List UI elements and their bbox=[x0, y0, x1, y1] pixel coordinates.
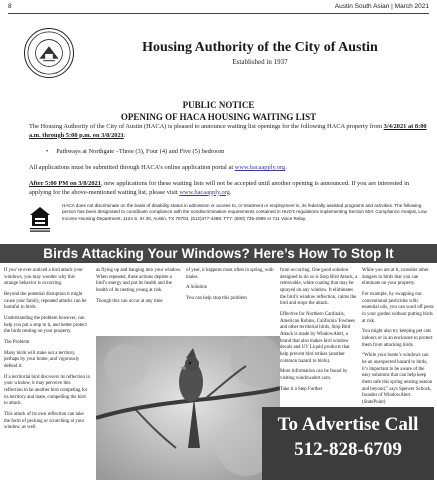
article-paragraph: Understanding the problem however, can help you put a stop to it, and better protect the birds nesting on your property. bbox=[4, 316, 87, 335]
article-subhead: The Problem bbox=[4, 340, 30, 346]
article-paragraph: You might also try keeping pet cats indoors or in an enclosure to protect them from attacking birds. bbox=[362, 329, 433, 348]
article-paragraph: This attack of its own reflection can take the form of pecking or scratching at your window, as well bbox=[4, 412, 85, 431]
notice-heading: PUBLIC NOTICE bbox=[182, 100, 255, 110]
intro-paragraph bbox=[29, 123, 429, 140]
after-paragraph bbox=[29, 180, 429, 197]
equal-housing-opportunity-icon bbox=[29, 206, 51, 234]
intro-end: : bbox=[123, 131, 126, 139]
after-deadline: After 5:00 PM on 3/8/2021 bbox=[29, 180, 101, 187]
article-column-5 bbox=[362, 268, 434, 411]
article-paragraph: More information can be found by visiting windowalert.com. bbox=[280, 369, 348, 382]
after-text: , new applications for these waiting lists will not be accepted until another opening is announced. If you are interested in applying for the above-mentioned waiting list, please visit bbox=[29, 180, 410, 196]
intro-dates: 3/4/2021 at 8:00 a.m. through 5:00 p.m. on 3/8/2021 bbox=[29, 123, 427, 139]
article-subhead: Take it a Step Further bbox=[280, 386, 323, 392]
online-paragraph bbox=[29, 164, 429, 173]
article-subhead: A Solution bbox=[186, 285, 208, 291]
article-paragraph: For example, by swapping out conventional pesticides with essential oils, you can ward off pests in your garden without putting birds at risk. bbox=[362, 292, 434, 324]
article-paragraph: from occurring. One good solution designed to do so is Stop Bird Attack, a removable, white coating that may be sprayed on any window. It eliminates the bird’s window reflection, calms the bird and stops the attack. bbox=[280, 268, 358, 307]
article-column-1 bbox=[4, 268, 90, 436]
article-column-2 bbox=[96, 268, 182, 309]
advertise-label: To Advertise Call bbox=[277, 414, 419, 435]
article-paragraph: “While your home’s windows can be an unexpected hazard to birds, it’s important to be aware of the easy solutions that can help keep them safe this spring nesting season and beyond,” says Spencer Schock, founder of WindowAlert. (StatePoint) bbox=[362, 353, 433, 406]
article-paragraph: If a territorial bird discovers its reflection in your window, it may perceive this reflection to be another bird competing for its territory and mate, compelling the bird to attack. bbox=[4, 374, 90, 407]
cardinal-bird-photo bbox=[96, 336, 280, 480]
apply-link-2[interactable]: www.hacaapply.org bbox=[179, 188, 230, 196]
article-paragraph: as flying up and banging into your window. When repeated, these actions deplete a bird’s energy and put its health and the health of its nesting young at risk. bbox=[96, 268, 182, 294]
article-paragraph: While you are at it, consider other dangers to birds that you can eliminate on your property. bbox=[362, 268, 429, 287]
established-line: Established in 1937 bbox=[232, 58, 288, 66]
intro-text: The Housing Authority of the City of Austin (HACA) is pleased to announce waiting list openings for the following HACA property from bbox=[29, 123, 383, 130]
notice-subheading: OPENING OF HACA HOUSING WAITING LIST bbox=[120, 112, 317, 122]
page-header bbox=[8, 3, 429, 14]
after-end: . bbox=[229, 188, 232, 196]
article-column-3 bbox=[186, 268, 276, 307]
article-headline: Birds Attacking Your Windows? Here’s How To Stop It bbox=[0, 244, 437, 263]
advertise-phone[interactable]: 512-828-6709 bbox=[294, 438, 402, 460]
nondiscrimination-statement: HACA does not discriminate on the basis of disability status in admission or access to, or treatment or employment in, its federally assisted programs and activities. The following person has been designated to coordinate compliance with the nondiscrimination requirements contained in HUD's regulations implementing Section 504: Compliance Analyst, Low Income Housing Department, 1124 S. IH 35, Austin, TX 78704, (512)477-4488: TTY: (800) 735-2989 or 711 Voice Relay. bbox=[62, 203, 427, 221]
city-seal-icon bbox=[24, 28, 74, 78]
article-paragraph: Though this can occur at any time bbox=[96, 298, 163, 304]
article-paragraph: If you’ve ever noticed a bird attack your windows, you may wonder why this strange behavior is occurring. bbox=[4, 268, 83, 287]
bullet-item: • Pathways at Northgate –Three (3), Four (4) and Five (5) bedroom bbox=[46, 148, 224, 155]
org-title: Housing Authority of the City of Austin bbox=[142, 40, 378, 55]
article-paragraph: Effective for Northern Cardinals, American Robins, California Towhees and other territorial birds, Stop Bird Attack is made by WindowAlert, a brand that also makes bird window decals and UV Liquid products that help prevent bird strikes (another common hazard to birds). bbox=[280, 312, 356, 364]
article-paragraph: of year, it happens most often in spring, with males. bbox=[186, 268, 274, 280]
article-column-4 bbox=[280, 268, 358, 397]
issue-label: Austin South Asian | March 2021 bbox=[334, 3, 429, 10]
article-paragraph: Many birds will stake out a territory, perhaps by your home, and vigorously defend it. bbox=[4, 350, 80, 370]
online-end: . bbox=[285, 164, 287, 171]
apply-link[interactable]: www.hacaapply.org bbox=[234, 164, 286, 171]
page-number: 8 bbox=[8, 3, 12, 10]
advertise-box bbox=[262, 407, 434, 480]
article-paragraph: You can help stop this problem bbox=[186, 296, 247, 302]
online-text: All applications must be submitted through HACA’s online application portal at bbox=[29, 164, 234, 171]
article-paragraph: Beyond the potential disruption it might cause your family, repeated attacks can be harmful to birds. bbox=[4, 292, 87, 311]
